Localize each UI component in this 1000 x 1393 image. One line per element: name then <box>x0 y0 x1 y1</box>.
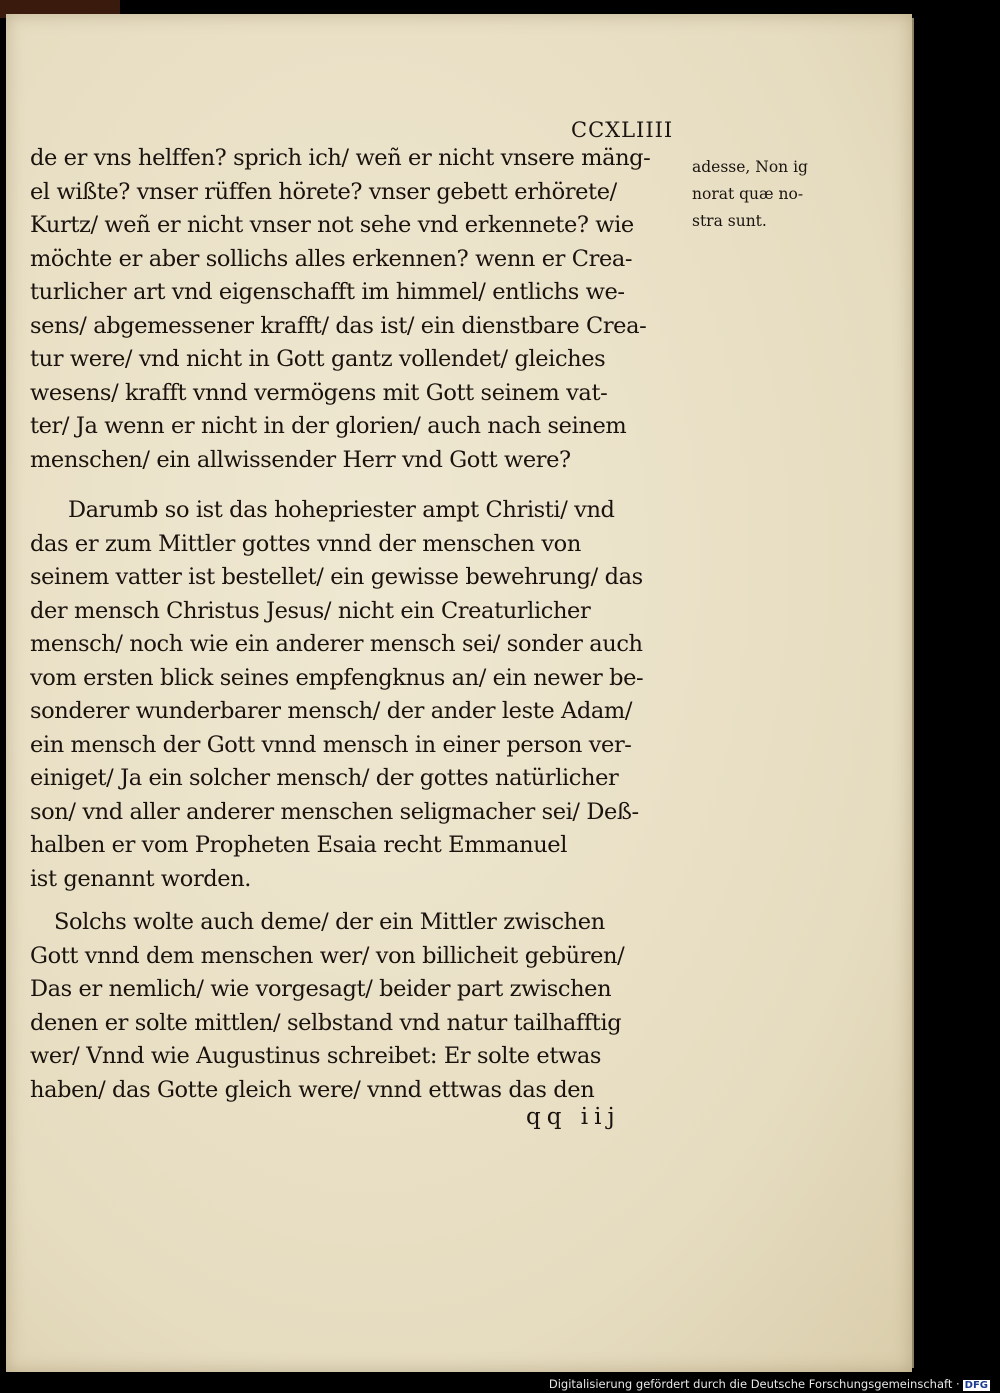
text-line: das er zum Mittler gottes vnnd der menschen von <box>30 530 581 557</box>
text-line: sonderer wunderbarer mensch/ der ander leste Adam/ <box>30 698 633 724</box>
paragraph-3 <box>30 906 690 1107</box>
text-line: Darumb so ist das hohepriester ampt Christi/ vnd <box>68 497 615 523</box>
text-line: wer/ Vnnd wie Augustinus schreibet: Er solte etwas <box>30 1043 601 1069</box>
text-line: Das er nemlich/ wie vorgesagt/ beider part zwischen <box>30 976 612 1002</box>
text-line: sens/ abgemessener krafft/ das ist/ ein dienstbare Crea‑ <box>30 312 647 339</box>
credit-text: Digitalisierung gefördert durch die Deutsche Forschungsgemeinschaft · <box>548 1377 960 1391</box>
digitization-credit <box>549 1377 990 1391</box>
paragraph-1 <box>30 142 690 477</box>
text-line: turlicher art vnd eigenschafft im himmel/ entlichs we‑ <box>30 279 625 305</box>
text-line: ein mensch der Gott vnnd mensch in einer person ver‑ <box>30 731 632 758</box>
text-line: einiget/ Ja ein solcher mensch/ der gottes natürlicher <box>30 765 619 791</box>
text-line: son/ vnd aller anderer menschen seligmacher sei/ Deß‑ <box>30 798 639 825</box>
text-line: ter/ Ja wenn er nicht in der glorien/ auch nach seinem <box>30 413 627 439</box>
book-page <box>6 14 912 1372</box>
text-line: halben er vom Propheten Esaia recht Emmanuel <box>30 832 567 858</box>
text-line: vom ersten blick seines empfengknus an/ ein newer be‑ <box>30 664 644 691</box>
marginal-note-line: adesse, Non ig <box>692 158 808 176</box>
text-line: menschen/ ein allwissender Herr vnd Gott were? <box>30 446 571 473</box>
text-line: Solchs wolte auch deme/ der ein Mittler zwischen <box>54 909 605 935</box>
text-line: el wißte? vnser rüffen hörete? vnser gebett erhörete/ <box>30 178 617 205</box>
paragraph-2 <box>30 494 690 896</box>
text-line: haben/ das Gotte gleich were/ vnnd ettwas das den <box>30 1076 595 1103</box>
dfg-logo-icon: DFG <box>964 1380 988 1391</box>
text-line: mensch/ noch wie ein anderer mensch sei/ sonder auch <box>30 631 643 657</box>
text-line: Gott vnnd dem menschen wer/ von billicheit gebüren/ <box>30 942 625 969</box>
folio-number: CCXLIIII <box>571 118 674 142</box>
signature-mark: qq iij <box>526 1104 621 1130</box>
text-line: wesens/ krafft vnnd vermögens mit Gott seinem vat‑ <box>30 379 608 406</box>
marginal-note <box>692 154 832 235</box>
text-line: seinem vatter ist bestellet/ ein gewisse bewehrung/ das <box>30 564 643 590</box>
text-line: tur were/ vnd nicht in Gott gantz vollendet/ gleiches <box>30 346 606 372</box>
marginal-note-line: stra sunt. <box>692 212 767 230</box>
marginal-note-line: norat quæ no‑ <box>692 185 804 203</box>
text-line: der mensch Christus Jesus/ nicht ein Creaturlicher <box>30 597 591 624</box>
text-line: de er vns helffen? sprich ich/ weñ er nicht vnsere mäng‑ <box>30 145 651 171</box>
text-line: denen er solte mittlen/ selbstand vnd natur tailhafftig <box>30 1009 622 1036</box>
text-line: Kurtz/ weñ er nicht vnser not sehe vnd erkennete? wie <box>30 212 634 238</box>
text-line: möchte er aber sollichs alles erkennen? wenn er Crea‑ <box>30 245 633 272</box>
text-line: ist genannt worden. <box>30 865 252 892</box>
